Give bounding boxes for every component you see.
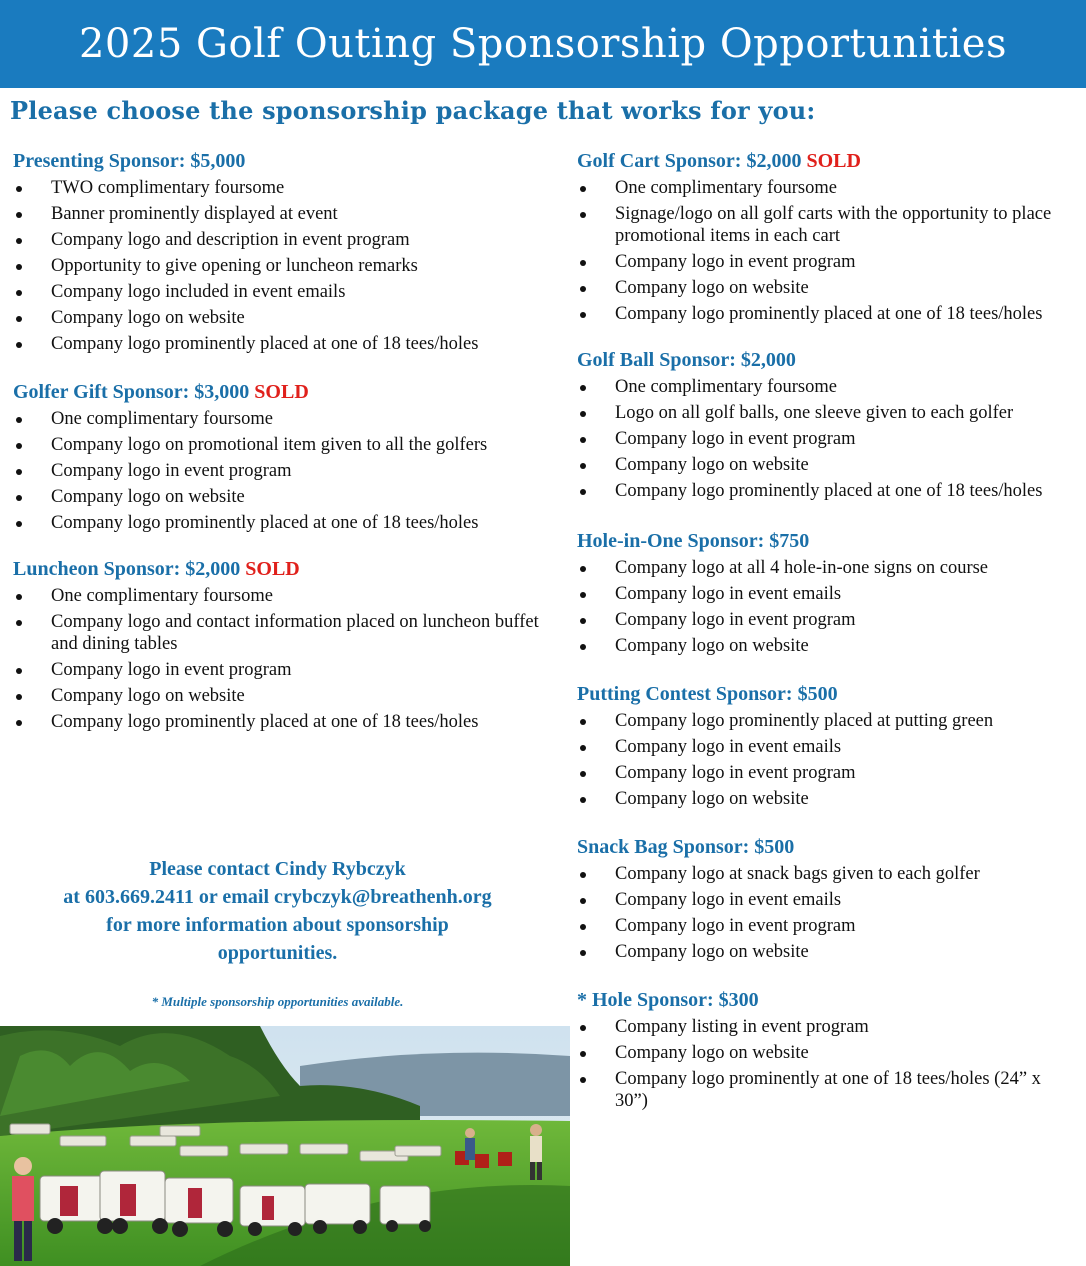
benefit-item: Company logo in event program <box>13 659 543 681</box>
benefit-item: Company logo on website <box>13 307 543 329</box>
benefit-item: Company logo in event program <box>13 460 543 482</box>
sponsor-section-putting-contest-sponsor <box>577 683 1057 810</box>
benefit-item: Company logo prominently at one of 18 tees/holes (24” x 30”) <box>577 1068 1057 1112</box>
benefit-item: Company logo on website <box>577 277 1057 299</box>
sold-badge: SOLD <box>806 150 861 172</box>
benefit-list <box>577 376 1057 502</box>
title-banner <box>0 0 1086 88</box>
sponsor-heading <box>577 150 1057 173</box>
benefit-item: Company logo in event program <box>577 428 1057 450</box>
benefit-list <box>13 585 543 733</box>
sponsor-title: Snack Bag Sponsor: $500 <box>577 836 795 858</box>
sponsor-title: * Hole Sponsor: $300 <box>577 989 759 1011</box>
benefit-item: Company logo in event program <box>577 762 1057 784</box>
sponsor-title: Golf Cart Sponsor: $2,000 <box>577 150 802 172</box>
benefit-item: One complimentary foursome <box>13 408 543 430</box>
page-title: 2025 Golf Outing Sponsorship Opportunities <box>78 21 1007 67</box>
sponsor-section-golf-ball-sponsor <box>577 349 1057 502</box>
benefit-item: One complimentary foursome <box>577 177 1057 199</box>
benefit-item: Banner prominently displayed at event <box>13 203 543 225</box>
contact-block <box>0 855 555 967</box>
benefit-item: One complimentary foursome <box>577 376 1057 398</box>
contact-line: for more information about sponsorship <box>106 914 449 936</box>
contact-line: opportunities. <box>217 942 338 964</box>
benefit-item: Company logo in event emails <box>577 889 1057 911</box>
benefit-list <box>577 557 1057 657</box>
sponsor-heading <box>577 989 1057 1012</box>
golf-course-photo <box>0 1026 570 1266</box>
sponsor-title: Putting Contest Sponsor: $500 <box>577 683 838 705</box>
sponsor-heading <box>577 836 1057 859</box>
benefit-item: Company logo in event emails <box>577 583 1057 605</box>
contact-line: at 603.669.2411 or email crybczyk@breathenh.org <box>63 886 492 908</box>
sponsor-section-golfer-gift-sponsor <box>13 381 543 534</box>
benefit-item: Company logo on promotional item given to all the golfers <box>13 434 543 456</box>
benefit-item: Company logo prominently placed at one of 18 tees/holes <box>577 480 1057 502</box>
benefit-list <box>577 710 1057 810</box>
benefit-item: Company logo on website <box>577 454 1057 476</box>
benefit-item: Company logo and contact information placed on luncheon buffet and dining tables <box>13 611 543 655</box>
benefit-list <box>13 177 543 355</box>
benefit-item: Company logo on website <box>577 941 1057 963</box>
sponsor-section-hole-in-one-sponsor <box>577 530 1057 657</box>
benefit-list <box>577 177 1057 325</box>
benefit-item: Company logo prominently placed at one of 18 tees/holes <box>577 303 1057 325</box>
sponsor-heading <box>577 683 1057 706</box>
sponsor-heading <box>577 530 1057 553</box>
benefit-item: Company logo prominently placed at putting green <box>577 710 1057 732</box>
sponsor-section-hole-sponsor <box>577 989 1057 1112</box>
contact-line: Please contact Cindy Rybczyk <box>149 858 406 880</box>
sold-badge: SOLD <box>245 558 300 580</box>
sold-badge: SOLD <box>254 381 309 403</box>
benefit-list <box>577 863 1057 963</box>
benefit-item: Company logo on website <box>577 788 1057 810</box>
benefit-item: Logo on all golf balls, one sleeve given to each golfer <box>577 402 1057 424</box>
sponsor-section-presenting-sponsor <box>13 150 543 355</box>
benefit-item: Company logo in event program <box>577 251 1057 273</box>
sponsor-section-snack-bag-sponsor <box>577 836 1057 963</box>
sponsor-title: Hole-in-One Sponsor: $750 <box>577 530 810 552</box>
benefit-item: Company logo and description in event program <box>13 229 543 251</box>
sponsor-title: Luncheon Sponsor: $2,000 <box>13 558 241 580</box>
page-subtitle: Please choose the sponsorship package that works for you: <box>10 96 816 125</box>
benefit-item: Company logo prominently placed at one of 18 tees/holes <box>13 333 543 355</box>
benefit-item: Company logo on website <box>13 486 543 508</box>
sponsor-heading <box>577 349 1057 372</box>
benefit-item: Company logo in event program <box>577 915 1057 937</box>
sponsor-title: Golf Ball Sponsor: $2,000 <box>577 349 796 371</box>
benefit-list <box>577 1016 1057 1112</box>
benefit-item: Company logo on website <box>13 685 543 707</box>
benefit-item: Company logo prominently placed at one of 18 tees/holes <box>13 711 543 733</box>
benefit-item: Company logo in event program <box>577 609 1057 631</box>
benefit-item: Signage/logo on all golf carts with the opportunity to place promotional items in each cart <box>577 203 1057 247</box>
benefit-item: Opportunity to give opening or luncheon remarks <box>13 255 543 277</box>
footnote: * Multiple sponsorship opportunities available. <box>151 994 404 1009</box>
benefit-item: One complimentary foursome <box>13 585 543 607</box>
sponsor-section-golf-cart-sponsor <box>577 150 1057 325</box>
sponsor-heading <box>13 150 543 173</box>
benefit-item: TWO complimentary foursome <box>13 177 543 199</box>
benefit-item: Company logo included in event emails <box>13 281 543 303</box>
benefit-item: Company logo at snack bags given to each golfer <box>577 863 1057 885</box>
benefit-list <box>13 408 543 534</box>
benefit-item: Company logo in event emails <box>577 736 1057 758</box>
benefit-item: Company logo on website <box>577 635 1057 657</box>
left-column <box>13 150 543 733</box>
benefit-item: Company logo at all 4 hole-in-one signs on course <box>577 557 1057 579</box>
sponsor-section-luncheon-sponsor <box>13 558 543 733</box>
right-column <box>577 150 1057 1112</box>
benefit-item: Company logo prominently placed at one of 18 tees/holes <box>13 512 543 534</box>
benefit-item: Company listing in event program <box>577 1016 1057 1038</box>
sponsor-title: Golfer Gift Sponsor: $3,000 <box>13 381 250 403</box>
sponsor-heading <box>13 381 543 404</box>
sponsor-heading <box>13 558 543 581</box>
sponsor-title: Presenting Sponsor: $5,000 <box>13 150 246 172</box>
benefit-item: Company logo on website <box>577 1042 1057 1064</box>
